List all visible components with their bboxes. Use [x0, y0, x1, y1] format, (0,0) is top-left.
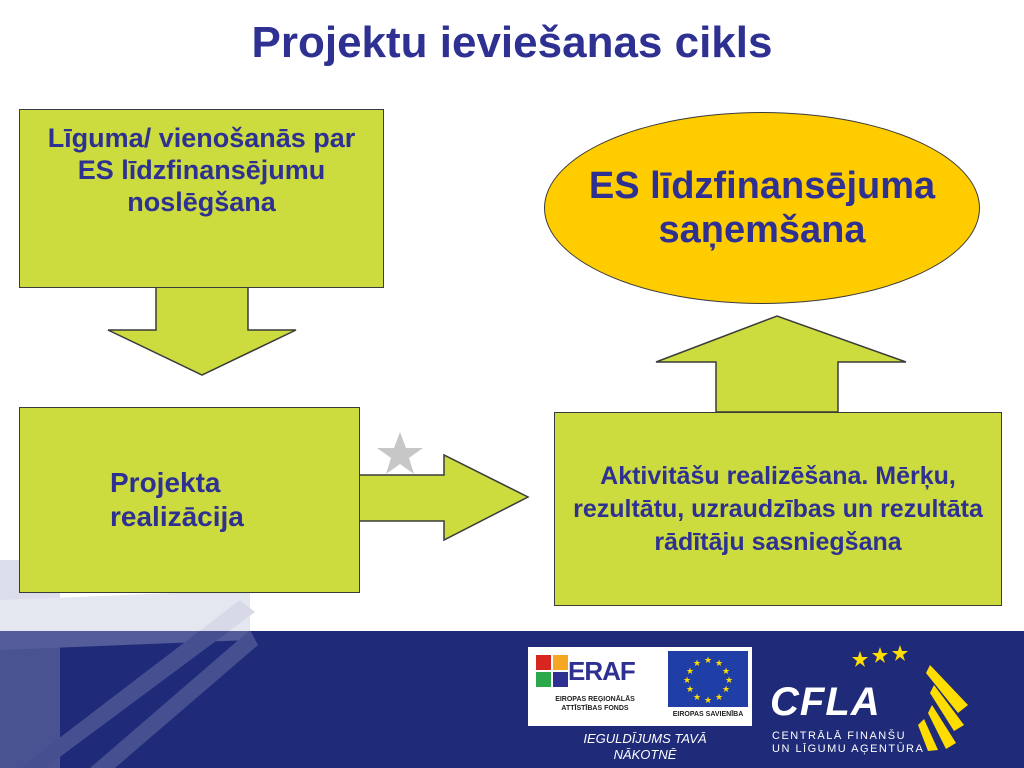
cfla-subtitle	[772, 730, 924, 756]
svg-text:★: ★	[724, 676, 734, 686]
realization-label: Projekta realizācija	[110, 467, 244, 532]
svg-text:★: ★	[714, 693, 724, 703]
svg-text:★: ★	[692, 693, 702, 703]
page-title: Projektu ieviešanas cikls	[251, 18, 773, 67]
agreement-label: Līguma/ vienošanās par ES līdzfinansējumu noslēgšana	[47, 123, 356, 217]
arrow-up	[656, 316, 906, 412]
svg-text:★: ★	[703, 656, 713, 666]
svg-text:★: ★	[721, 667, 731, 677]
cofinancing-label: ES līdzfinansējuma saņemšana	[588, 165, 936, 251]
eraf-mark-icon	[536, 655, 570, 689]
agreement-box	[19, 109, 384, 288]
arrow-right	[358, 455, 528, 540]
realization-box	[19, 407, 360, 593]
svg-text:★: ★	[721, 685, 731, 695]
slogan: IEGULDĪJUMS TAVĀ NĀKOTNĒ	[583, 731, 707, 762]
svg-text:★: ★	[703, 696, 713, 706]
eu-subtitle: EIROPAS SAVIENĪBA	[672, 711, 744, 718]
eraf-logo-text: ERAF	[568, 656, 635, 686]
svg-text:★: ★	[714, 659, 724, 669]
cfla-subtitle-line1: CENTRĀLĀ FINANŠU	[772, 730, 907, 742]
activities-label: Aktivitāšu realizēšana. Mērķu, rezultātu, uzraudzības un rezultāta rādītāju sasniegšana	[573, 461, 983, 556]
activities-box	[554, 412, 1002, 606]
eraf-subtitle: EIROPAS REĢIONĀLĀS ATTĪSTĪBAS FONDS	[555, 696, 635, 712]
cfla-logo-text: CFLA	[770, 680, 881, 724]
svg-text:★: ★	[692, 659, 702, 669]
cfla-subtitle-line2: UN LĪGUMU AĢENTŪRA	[772, 743, 925, 755]
star-decoration	[377, 432, 423, 474]
arrow-down	[108, 286, 296, 375]
svg-text:★: ★	[682, 676, 692, 686]
svg-text:★: ★	[685, 667, 695, 677]
eu-flag-icon	[668, 651, 748, 707]
cofinancing-ellipse	[544, 112, 980, 304]
eraf-eu-logo-panel	[528, 647, 752, 726]
svg-text:★: ★	[685, 685, 695, 695]
